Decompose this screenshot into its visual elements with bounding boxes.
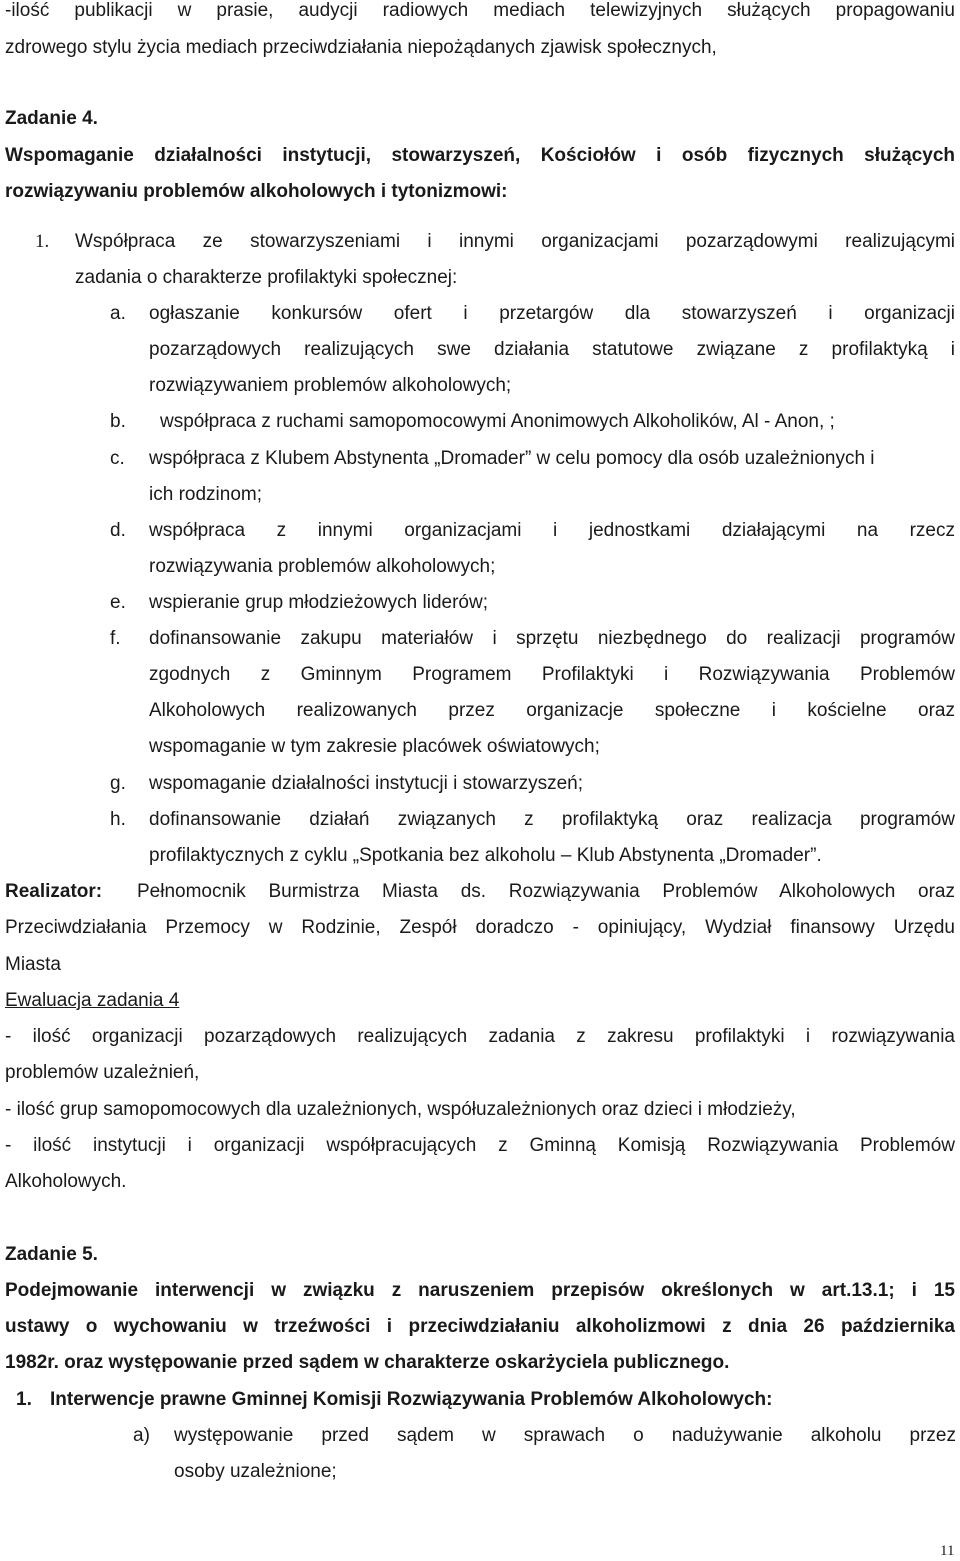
subitem-a-line: ogłaszanie konkursów ofert i przetargów dla stowarzyszeń i organizacji: [149, 303, 955, 324]
task5-title-line: Podejmowanie interwencji w związku z naruszeniem przepisów określonych w art.13.1; i 15: [5, 1280, 955, 1301]
subitem-a-line: pozarządowych realizujących swe działania statutowe związane z profilaktyką i: [149, 339, 955, 360]
subitem-letter: a): [133, 1425, 150, 1446]
realizator-label: Realizator:: [5, 881, 103, 902]
realizator-line: Pełnomocnik Burmistrza Miasta ds. Rozwiązywania Problemów Alkoholowych oraz: [137, 881, 955, 902]
evaluation-line: Alkoholowych.: [5, 1171, 127, 1192]
item1-line: Współpraca ze stowarzyszeniami i innymi organizacjami pozarządowymi realizującymi: [75, 231, 955, 252]
subitem-g-line: wspomaganie działalności instytucji i stowarzyszeń;: [149, 773, 584, 794]
task4-heading: Zadanie 4.: [5, 108, 98, 129]
intro-line: -ilość publikacji w prasie, audycji radiowych mediach telewizyjnych służących propagowaniu: [5, 0, 955, 21]
task4-title-line: Wspomaganie działalności instytucji, stowarzyszeń, Kościołów i osób fizycznych służących: [5, 145, 955, 166]
subitem-h-line: dofinansowanie działań związanych z profilaktyką oraz realizacja programów: [149, 809, 955, 830]
subitem-f-line: dofinansowanie zakupu materiałów i sprzętu niezbędnego do realizacji programów: [149, 628, 955, 649]
task5-heading: Zadanie 5.: [5, 1244, 98, 1265]
subitem-letter: g.: [110, 773, 126, 794]
task5-item1-text: Interwencje prawne Gminnej Komisji Rozwiązywania Problemów Alkoholowych:: [50, 1389, 773, 1410]
evaluation-heading: Ewaluacja zadania 4: [5, 990, 180, 1011]
evaluation-line: - ilość grup samopomocowych dla uzależnionych, współuzależnionych oraz dzieci i młodzieży,: [5, 1099, 796, 1120]
evaluation-line: - ilość instytucji i organizacji współpracujących z Gminną Komisją Rozwiązywania Problemów: [5, 1135, 955, 1156]
subitem-c-line: ich rodzinom;: [149, 484, 262, 505]
subitem-h-line: profilaktycznych z cyklu „Spotkania bez alkoholu – Klub Abstynenta „Dromader”.: [149, 845, 822, 866]
task5-title-line: ustawy o wychowaniu w trzeźwości i przeciwdziałaniu alkoholizmowi z dnia 26 października: [5, 1316, 955, 1337]
subitem-f-line: Alkoholowych realizowanych przez organizacje społeczne i kościelne oraz: [149, 700, 955, 721]
subitem-d-line: rozwiązywania problemów alkoholowych;: [149, 556, 496, 577]
item-number: 1.: [16, 1389, 32, 1410]
item-number: 1.: [35, 231, 50, 252]
subitem-e-line: wspieranie grup młodzieżowych liderów;: [149, 592, 488, 613]
subitem-b-line: współpraca z ruchami samopomocowymi Anonimowych Alkoholików, Al - Anon, ;: [160, 411, 835, 432]
task5-sub-a-line: występowanie przed sądem w sprawach o nadużywanie alkoholu przez: [174, 1425, 956, 1446]
subitem-letter: f.: [110, 628, 121, 649]
subitem-letter: a.: [110, 303, 126, 324]
subitem-f-line: wspomaganie w tym zakresie placówek oświatowych;: [149, 736, 600, 757]
task5-sub-a-line: osoby uzależnione;: [174, 1461, 337, 1482]
realizator-line: Miasta: [5, 954, 61, 975]
intro-line: zdrowego stylu życia mediach przeciwdziałania niepożądanych zjawisk społecznych,: [5, 37, 717, 58]
task5-title-line: 1982r. oraz występowanie przed sądem w charakterze oskarżyciela publicznego.: [5, 1352, 730, 1373]
subitem-c-line: współpraca z Klubem Abstynenta „Dromader” w celu pomocy dla osób uzależnionych i: [149, 448, 875, 469]
page-number: 11: [940, 1543, 955, 1559]
subitem-letter: d.: [110, 520, 126, 541]
evaluation-line: - ilość organizacji pozarządowych realizujących zadania z zakresu profilaktyki i rozwiązywania: [5, 1026, 955, 1047]
subitem-letter: h.: [110, 809, 126, 830]
realizator-line: Przeciwdziałania Przemocy w Rodzinie, Zespół doradczo - opiniujący, Wydział finansowy Urzędu: [5, 917, 955, 938]
subitem-letter: e.: [110, 592, 126, 613]
evaluation-line: problemów uzależnień,: [5, 1062, 200, 1083]
item1-line: zadania o charakterze profilaktyki społecznej:: [75, 267, 458, 288]
subitem-letter: b.: [110, 411, 126, 432]
subitem-f-line: zgodnych z Gminnym Programem Profilaktyki i Rozwiązywania Problemów: [149, 664, 955, 685]
task4-title-line: rozwiązywaniu problemów alkoholowych i tytonizmowi:: [5, 181, 508, 202]
subitem-d-line: współpraca z innymi organizacjami i jednostkami działającymi na rzecz: [149, 520, 955, 541]
subitem-a-line: rozwiązywaniem problemów alkoholowych;: [149, 375, 512, 396]
subitem-letter: c.: [110, 448, 125, 469]
